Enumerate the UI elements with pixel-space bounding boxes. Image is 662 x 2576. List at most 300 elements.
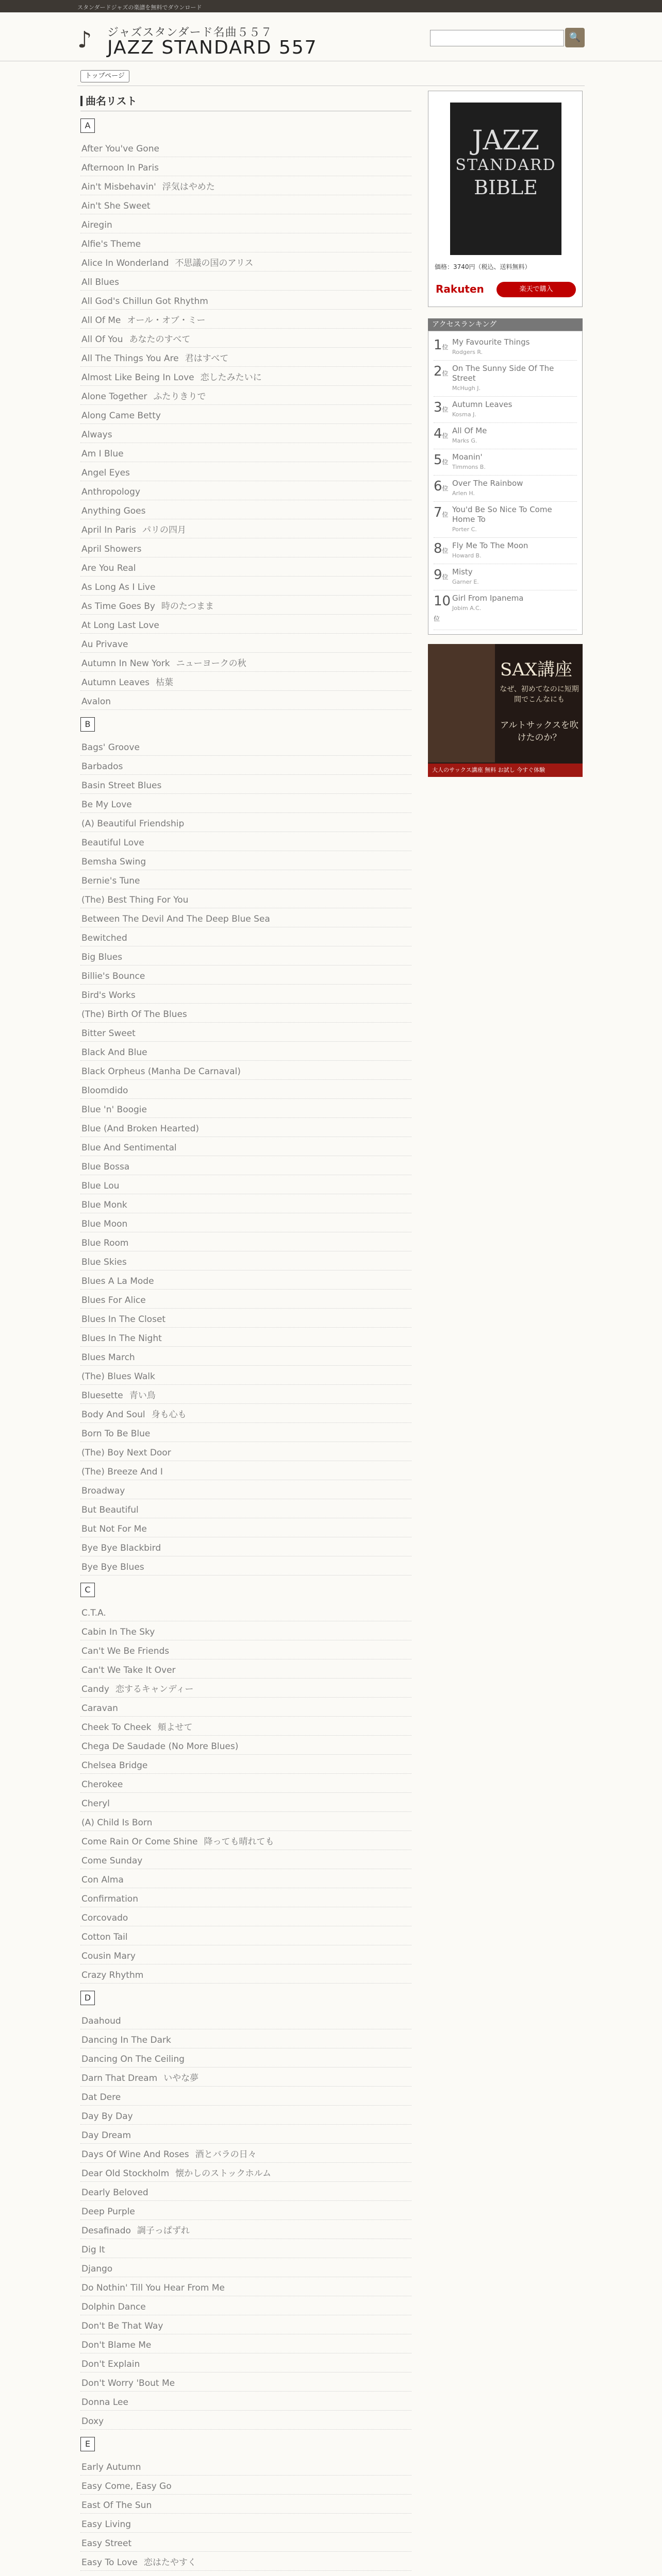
rank-artist: Howard B. — [452, 552, 482, 559]
song-link[interactable] — [80, 2163, 411, 2182]
song-title: April In Paris — [81, 525, 136, 535]
song-link[interactable] — [80, 2411, 411, 2430]
song-title: Big Blues — [81, 952, 123, 962]
ranking-item[interactable] — [434, 397, 577, 423]
song-link[interactable] — [80, 1213, 411, 1232]
song-link[interactable] — [80, 2067, 411, 2087]
site-title[interactable]: JAZZ STANDARD 557 — [107, 37, 318, 58]
song-link[interactable] — [80, 2087, 411, 2106]
song-title: Anything Goes — [81, 506, 146, 516]
song-title: (The) Breeze And I — [81, 1467, 163, 1477]
song-title: Confirmation — [81, 1894, 138, 1904]
song-link[interactable] — [80, 557, 411, 577]
song-japanese-title: 酒とバラの日々 — [195, 2149, 257, 2160]
song-link[interactable] — [80, 1251, 411, 1270]
song-title: Bye Bye Blues — [81, 1562, 144, 1572]
song-title: Darn That Dream — [81, 2073, 158, 2083]
song-link[interactable] — [80, 1004, 411, 1023]
song-title: Easy Street — [81, 2538, 132, 2549]
song-link[interactable] — [80, 519, 411, 538]
section-letter: D — [80, 1991, 95, 2005]
song-title: Don't Worry 'Bout Me — [81, 2378, 175, 2388]
song-link[interactable] — [80, 1385, 411, 1404]
song-link[interactable] — [80, 1137, 411, 1156]
song-title: Always — [81, 430, 112, 440]
rank-song-title: My Favourite Things — [452, 337, 530, 347]
song-link[interactable] — [80, 1640, 411, 1659]
song-link[interactable] — [80, 1602, 411, 1621]
song-title: All The Things You Are — [81, 353, 179, 364]
song-title: Blue Bossa — [81, 1162, 130, 1172]
song-link[interactable] — [80, 1175, 411, 1194]
song-title: Dat Dere — [81, 2092, 121, 2103]
song-title: Autumn In New York — [81, 658, 170, 669]
song-japanese-title: ニューヨークの秋 — [176, 658, 246, 669]
song-link[interactable] — [80, 1442, 411, 1461]
song-title: At Long Last Love — [81, 620, 159, 631]
song-link[interactable] — [80, 2029, 411, 2048]
song-link[interactable] — [80, 1736, 411, 1755]
song-title: Crazy Rhythm — [81, 1970, 144, 1980]
song-link[interactable] — [80, 1194, 411, 1213]
song-link[interactable] — [80, 1537, 411, 1556]
song-link[interactable] — [80, 1499, 411, 1518]
song-link[interactable] — [80, 1118, 411, 1137]
song-link[interactable] — [80, 405, 411, 424]
song-title: Don't Blame Me — [81, 2340, 152, 2350]
song-link[interactable] — [80, 233, 411, 252]
song-link[interactable] — [80, 310, 411, 329]
song-title: Chelsea Bridge — [81, 1760, 148, 1771]
cover-text: BIBLE — [474, 176, 538, 199]
song-link[interactable] — [80, 737, 411, 756]
song-link[interactable] — [80, 1831, 411, 1850]
song-japanese-title: 降っても晴れても — [204, 1837, 274, 1847]
cover-text: STANDARD — [455, 156, 556, 174]
song-link[interactable] — [80, 1518, 411, 1537]
song-link[interactable] — [80, 1061, 411, 1080]
rank-artist: Garner E. — [452, 579, 479, 585]
song-japanese-title: 恋はたやすく — [143, 2557, 196, 2568]
song-link[interactable] — [80, 1556, 411, 1575]
song-title: Blue Skies — [81, 1257, 127, 1267]
rank-number-value: 5 — [434, 452, 442, 468]
rank-number-value: 1 — [434, 337, 442, 353]
sidebar — [428, 91, 583, 777]
song-title: Body And Soul — [81, 1410, 145, 1420]
song-title: Alice In Wonderland — [81, 258, 169, 268]
song-title: All God's Chillun Got Rhythm — [81, 296, 208, 307]
rank-artist: Jobim A.C. — [452, 605, 482, 612]
song-link[interactable] — [80, 1461, 411, 1480]
section-a — [80, 118, 411, 710]
song-link[interactable] — [80, 2495, 411, 2514]
song-japanese-title: いやな夢 — [163, 2073, 199, 2083]
song-title: Cotton Tail — [81, 1932, 128, 1942]
song-title: Black And Blue — [81, 1047, 147, 1058]
song-title: Candy — [81, 1684, 109, 1694]
search-button[interactable] — [565, 28, 585, 47]
song-title: Blue Monk — [81, 1200, 127, 1210]
song-title: (The) Blues Walk — [81, 1371, 155, 1382]
rank-number-value: 7 — [434, 505, 442, 520]
song-link[interactable] — [80, 2220, 411, 2239]
song-title: Airegin — [81, 220, 112, 230]
song-link[interactable] — [80, 615, 411, 634]
song-link[interactable] — [80, 870, 411, 889]
song-japanese-title: 恋するキャンディー — [115, 1684, 194, 1694]
song-title: Alone Together — [81, 392, 147, 402]
song-link[interactable] — [80, 1679, 411, 1698]
song-title: Cousin Mary — [81, 1951, 136, 1961]
song-link[interactable] — [80, 2571, 411, 2576]
song-title: But Beautiful — [81, 1505, 139, 1515]
song-japanese-title: 懐かしのストックホルム — [175, 2168, 271, 2179]
song-link[interactable] — [80, 2552, 411, 2571]
song-japanese-title: オール・オブ・ミー — [127, 315, 206, 326]
song-link[interactable] — [80, 653, 411, 672]
rank-song-title: All Of Me — [452, 426, 487, 435]
ranking-item[interactable] — [434, 538, 577, 564]
song-link[interactable] — [80, 965, 411, 985]
song-link[interactable] — [80, 1698, 411, 1717]
song-link[interactable] — [80, 851, 411, 870]
song-link[interactable] — [80, 2353, 411, 2372]
song-title: Deep Purple — [81, 2207, 135, 2217]
song-title: Bluesette — [81, 1391, 123, 1401]
song-link[interactable] — [80, 500, 411, 519]
song-link[interactable] — [80, 1945, 411, 1964]
song-link[interactable] — [80, 1270, 411, 1290]
song-title: Doxy — [81, 2416, 104, 2427]
song-link[interactable] — [80, 577, 411, 596]
rank-number-value: 6 — [434, 479, 442, 494]
song-link[interactable] — [80, 195, 411, 214]
song-link[interactable] — [80, 756, 411, 775]
song-title: Blue (And Broken Hearted) — [81, 1124, 200, 1134]
rank-artist: Kosma J. — [452, 411, 476, 418]
song-link[interactable] — [80, 348, 411, 367]
song-link[interactable] — [80, 1755, 411, 1774]
song-link[interactable] — [80, 832, 411, 851]
sax-course-ad[interactable] — [428, 644, 583, 777]
song-title: Donna Lee — [81, 2397, 128, 2408]
section-e — [80, 2437, 411, 2576]
book-ad[interactable] — [428, 91, 583, 307]
song-link[interactable] — [80, 1309, 411, 1328]
rank-artist: McHugh J. — [452, 385, 481, 392]
song-link[interactable] — [80, 1621, 411, 1640]
section-d — [80, 1991, 411, 2430]
song-link[interactable] — [80, 157, 411, 176]
song-link[interactable] — [80, 138, 411, 157]
song-link[interactable] — [80, 2048, 411, 2067]
song-link[interactable] — [80, 1328, 411, 1347]
song-title: Can't We Take It Over — [81, 1665, 176, 1675]
song-link[interactable] — [80, 1907, 411, 1926]
song-title: Blues For Alice — [81, 1295, 146, 1306]
song-link[interactable] — [80, 1812, 411, 1831]
song-title: (A) Beautiful Friendship — [81, 819, 185, 829]
song-link[interactable] — [80, 176, 411, 195]
song-link[interactable] — [80, 2010, 411, 2029]
song-link[interactable] — [80, 672, 411, 691]
song-link[interactable] — [80, 1869, 411, 1888]
ranking-item[interactable] — [434, 423, 577, 449]
saxophone-photo — [428, 644, 495, 762]
rank-number: 10位 — [434, 594, 451, 622]
song-link[interactable] — [80, 634, 411, 653]
rank-song-title: Fly Me To The Moon — [452, 541, 528, 550]
rank-number-value: 3 — [434, 400, 442, 415]
rank-artist: Timmons B. — [452, 464, 486, 470]
song-link[interactable] — [80, 2182, 411, 2201]
song-title: Are You Real — [81, 563, 136, 573]
song-link[interactable] — [80, 1480, 411, 1499]
song-link[interactable] — [80, 1850, 411, 1869]
song-title: Bernie's Tune — [81, 876, 140, 886]
song-title: Chega De Saudade (No More Blues) — [81, 1741, 239, 1752]
rank-artist: Marks G. — [452, 437, 477, 444]
song-link[interactable] — [80, 329, 411, 348]
song-title: All Of You — [81, 334, 123, 345]
rank-song-title: On The Sunny Side Of The Street — [452, 364, 554, 383]
song-link[interactable] — [80, 2258, 411, 2277]
song-japanese-title: 君はすべて — [185, 353, 229, 364]
song-link[interactable] — [80, 2315, 411, 2334]
song-title: Con Alma — [81, 1875, 124, 1885]
song-link[interactable] — [80, 1023, 411, 1042]
song-link[interactable] — [80, 794, 411, 813]
song-title: Alfie's Theme — [81, 239, 141, 249]
rank-song-title: Misty — [452, 567, 473, 577]
song-link[interactable] — [80, 462, 411, 481]
song-link[interactable] — [80, 1423, 411, 1442]
top-bar — [0, 0, 662, 12]
song-link[interactable] — [80, 252, 411, 272]
song-title: Don't Be That Way — [81, 2321, 163, 2331]
rank-number: 6位 — [434, 479, 449, 494]
song-link[interactable] — [80, 2372, 411, 2392]
song-link[interactable] — [80, 481, 411, 500]
section-letter: B — [80, 717, 95, 732]
song-title: East Of The Sun — [81, 2500, 152, 2511]
rank-song-title: Moanin' — [452, 452, 483, 462]
song-title: Caravan — [81, 1703, 118, 1714]
song-title: Bitter Sweet — [81, 1028, 136, 1039]
song-title: Autumn Leaves — [81, 677, 150, 688]
song-link[interactable] — [80, 2201, 411, 2220]
song-title: Dig It — [81, 2245, 105, 2255]
song-link[interactable] — [80, 2296, 411, 2315]
song-title: Billie's Bounce — [81, 971, 145, 981]
song-link[interactable] — [80, 889, 411, 908]
rank-number: 5位 — [434, 452, 449, 468]
song-link[interactable] — [80, 1099, 411, 1118]
song-link[interactable] — [80, 985, 411, 1004]
song-link[interactable] — [80, 2144, 411, 2163]
ranking-item[interactable] — [434, 334, 577, 361]
song-link[interactable] — [80, 691, 411, 710]
rank-number: 7位 — [434, 505, 449, 520]
song-title: (The) Boy Next Door — [81, 1448, 171, 1458]
song-title: Cabin In The Sky — [81, 1627, 155, 1637]
song-title: Bewitched — [81, 933, 127, 943]
page-title: 曲名リスト — [80, 91, 411, 111]
song-title: Black Orpheus (Manha De Carnaval) — [81, 1066, 241, 1077]
song-link[interactable] — [80, 2476, 411, 2495]
song-title: Early Autumn — [81, 2462, 141, 2472]
song-title: Daahoud — [81, 2016, 121, 2026]
song-japanese-title: 調子っぱずれ — [137, 2226, 190, 2236]
song-title: Don't Explain — [81, 2359, 140, 2369]
rank-artist: Porter C. — [452, 526, 477, 533]
song-japanese-title: 恋したみたいに — [200, 372, 262, 383]
song-title: Do Nothin' Till You Hear From Me — [81, 2283, 225, 2293]
ranking-item[interactable] — [434, 476, 577, 502]
top-bar-text: スタンダードジャズの楽譜を無料でダウンロード — [77, 4, 202, 11]
song-japanese-title: 不思議の国のアリス — [175, 258, 254, 268]
song-japanese-title: 身も心も — [151, 1410, 187, 1420]
song-link[interactable] — [80, 1659, 411, 1679]
song-title: Born To Be Blue — [81, 1429, 151, 1439]
song-link[interactable] — [80, 946, 411, 965]
song-title: Corcovado — [81, 1913, 128, 1923]
rank-number-value: 9 — [434, 567, 442, 583]
song-link[interactable] — [80, 1080, 411, 1099]
song-link[interactable] — [80, 1793, 411, 1812]
song-link[interactable] — [80, 775, 411, 794]
song-title: All Blues — [81, 277, 119, 287]
song-link[interactable] — [80, 2392, 411, 2411]
ranking-item[interactable] — [434, 564, 577, 590]
song-title: (The) Best Thing For You — [81, 895, 189, 905]
song-link[interactable] — [80, 813, 411, 832]
ranking-item[interactable] — [434, 502, 577, 538]
song-link[interactable] — [80, 2277, 411, 2296]
breadcrumb-home[interactable]: トップページ — [80, 70, 129, 82]
song-link[interactable] — [80, 1042, 411, 1061]
buy-button[interactable]: 楽天で購入 — [496, 282, 576, 297]
song-title: Dearly Beloved — [81, 2188, 148, 2198]
song-title: C.T.A. — [81, 1608, 106, 1618]
song-title: Bird's Works — [81, 990, 136, 1001]
song-title: Days Of Wine And Roses — [81, 2149, 189, 2160]
ranking-item[interactable] — [434, 361, 577, 397]
song-list — [80, 91, 411, 2576]
song-link[interactable] — [80, 596, 411, 615]
song-japanese-title: 枯葉 — [156, 677, 174, 688]
song-link[interactable] — [80, 1717, 411, 1736]
song-link[interactable] — [80, 1888, 411, 1907]
song-link[interactable] — [80, 214, 411, 233]
song-link[interactable] — [80, 927, 411, 946]
song-title: (The) Birth Of The Blues — [81, 1009, 187, 1020]
song-link[interactable] — [80, 2533, 411, 2552]
song-japanese-title: 時のたつまま — [161, 601, 214, 612]
site-subtitle: ジャズスタンダード名曲５５７ — [107, 26, 273, 39]
song-title: Blues In The Night — [81, 1333, 162, 1344]
song-link[interactable] — [80, 1774, 411, 1793]
song-title: Cherokee — [81, 1780, 123, 1790]
song-title: Blue 'n' Boogie — [81, 1105, 147, 1115]
song-title: April Showers — [81, 544, 142, 554]
song-link[interactable] — [80, 2125, 411, 2144]
rank-number-value: 4 — [434, 426, 442, 442]
song-link[interactable] — [80, 1366, 411, 1385]
song-link[interactable] — [80, 2239, 411, 2258]
music-note-icon: ♪ — [77, 27, 92, 53]
rank-number-value: 2 — [434, 364, 442, 379]
site-header — [77, 19, 585, 59]
ad-line: なぜ、初めてなのに短期間でこんなにも — [500, 685, 579, 704]
ranking-item[interactable] — [434, 590, 577, 630]
song-title: Easy Come, Easy Go — [81, 2481, 172, 2492]
song-link[interactable] — [80, 291, 411, 310]
song-link[interactable] — [80, 424, 411, 443]
song-title: Blues In The Closet — [81, 1314, 166, 1325]
song-link[interactable] — [80, 908, 411, 927]
song-title: Dancing On The Ceiling — [81, 2054, 185, 2064]
song-link[interactable] — [80, 367, 411, 386]
rank-song-title: Autumn Leaves — [452, 400, 512, 409]
rank-artist: Arlen H. — [452, 490, 475, 497]
section-letter: A — [80, 118, 95, 133]
song-title: Can't We Be Friends — [81, 1646, 170, 1656]
song-link[interactable] — [80, 2514, 411, 2533]
song-link[interactable] — [80, 1232, 411, 1251]
song-link[interactable] — [80, 2456, 411, 2476]
rank-artist: Rodgers R. — [452, 349, 483, 355]
song-title: All Of Me — [81, 315, 121, 326]
song-link[interactable] — [80, 2334, 411, 2353]
song-title: As Long As I Live — [81, 582, 156, 592]
song-link[interactable] — [80, 1964, 411, 1984]
ad-band: 大人のサックス講座 無料 お試し 今すぐ体験 — [428, 764, 583, 777]
song-title: Avalon — [81, 697, 111, 707]
rank-song-title: You'd Be So Nice To Come Home To — [452, 505, 552, 524]
ranking-item[interactable] — [434, 449, 577, 476]
section-letter: C — [80, 1583, 95, 1597]
song-link[interactable] — [80, 386, 411, 405]
song-title: Ain't Misbehavin' — [81, 182, 156, 192]
song-title: Easy Living — [81, 2519, 131, 2530]
song-title: Django — [81, 2264, 113, 2274]
song-link[interactable] — [80, 538, 411, 557]
search-input[interactable] — [430, 30, 564, 46]
song-title: Broadway — [81, 1486, 125, 1496]
song-title: As Time Goes By — [81, 601, 155, 612]
song-title: Dolphin Dance — [81, 2302, 146, 2312]
song-link[interactable] — [80, 1926, 411, 1945]
song-title: Afternoon In Paris — [81, 163, 159, 173]
song-japanese-title: 頬よせて — [157, 1722, 193, 1733]
song-title: Between The Devil And The Deep Blue Sea — [81, 914, 270, 924]
song-link[interactable] — [80, 1347, 411, 1366]
song-title: Au Privave — [81, 639, 128, 650]
song-link[interactable] — [80, 272, 411, 291]
song-link[interactable] — [80, 2106, 411, 2125]
song-link[interactable] — [80, 443, 411, 462]
song-title: Come Sunday — [81, 1856, 143, 1866]
rank-number: 1位 — [434, 337, 449, 353]
book-cover[interactable] — [450, 103, 561, 255]
song-link[interactable] — [80, 1290, 411, 1309]
song-link[interactable] — [80, 1156, 411, 1175]
song-link[interactable] — [80, 1404, 411, 1423]
song-title: After You've Gone — [81, 144, 159, 154]
song-title: Anthropology — [81, 487, 141, 497]
